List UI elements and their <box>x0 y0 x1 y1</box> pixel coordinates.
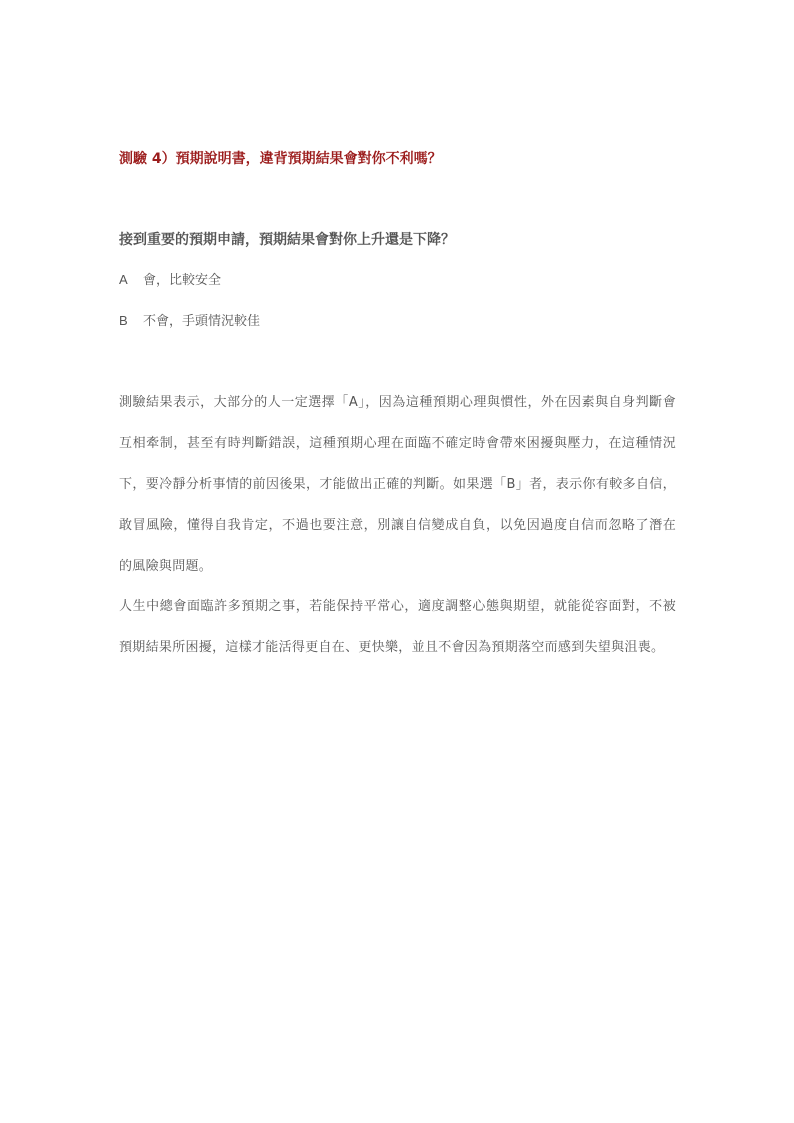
conclusion-paragraph: 人生中總會面臨許多預期之事，若能保持平常心，適度調整心態與期望，就能從容面對，不被預期結果所困擾，這樣才能活得更自在、更快樂，並且不會因為預期落空而感到失望與沮喪。 <box>119 599 676 655</box>
option-b <box>119 311 676 332</box>
option-a-text: 會，比較安全 <box>143 273 222 288</box>
option-b-letter: B <box>119 313 128 328</box>
result-paragraph: 測驗結果表示，大部分的人一定選擇「A」，因為這種預期心理與慣性，外在因素與自身判斷會互相牽制，甚至有時判斷錯誤，這種預期心理在面臨不確定時會帶來困擾與壓力，在這種情況下，要冷靜分析事情的前因後果，才能做出正確的判斷。如果選「B」者，表示你有較多自信，敢冒風險，懂得自我肯定，不過也要注意，別讓自信變成自負，以免因過度自信而忽略了潛在的風險與問題。 <box>119 395 676 574</box>
document-title: 測驗 4）預期說明書，違背預期結果會對你不利嗎？ <box>119 151 442 167</box>
option-a <box>119 270 676 291</box>
question-text: 接到重要的預期申請，預期結果會對你上升還是下降？ <box>119 232 455 248</box>
option-b-text: 不會，手頭情況較佳 <box>143 314 261 329</box>
option-a-letter: A <box>119 272 128 287</box>
